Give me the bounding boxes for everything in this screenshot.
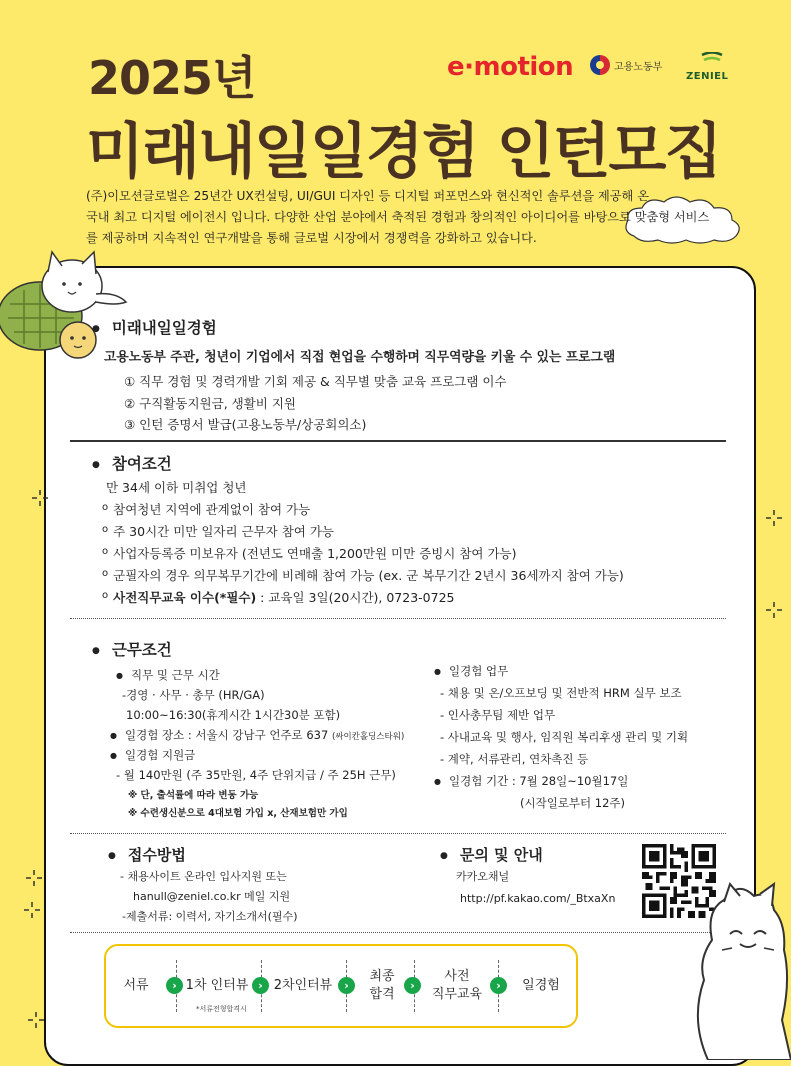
intro-line: (주)이모션글로벌은 25년간 UX컨설팅, UI/GUI 디자인 등 디지털 퍼포먼스와 현신적인 솔루션을 제공해 온: [86, 189, 649, 203]
work-place-note: (싸이칸홀딩스타워): [331, 732, 405, 742]
eligibility-item: o 주 30시간 미만 일자리 근무자 참여 가능: [102, 522, 334, 540]
sparkle-icon: [764, 508, 784, 528]
training-label: 사전직무교육 이수(*필수): [113, 590, 257, 605]
apply-email[interactable]: hanull@zeniel.co.kr 메일 지원: [133, 890, 291, 903]
program-item: ③ 인턴 증명서 발급(고용노동부/상공회의소): [124, 417, 367, 432]
cat-illustration: [690, 880, 791, 1060]
zeniel-mark-icon: [700, 52, 724, 66]
sparkle-icon: [24, 868, 44, 888]
sparkle-icon: [30, 488, 50, 508]
work-hours: 10:00~16:30(휴게시간 1시간30분 포함): [126, 708, 341, 722]
process-step-document: 서류: [123, 978, 149, 993]
program-heading: ● 미래내일일경험: [92, 316, 217, 338]
eligibility-item: o 참여청년 지역에 관계없이 참여 가능: [102, 500, 310, 518]
ministry-logo-text: 고용노동부: [614, 61, 663, 73]
pay-note: ※ 단, 출석률에 따라 변동 가능: [128, 790, 259, 801]
contact-url[interactable]: http://pf.kakao.com/_BtxaXn: [460, 892, 616, 905]
eligibility-intro: 만 34세 이하 미취업 청년: [106, 480, 247, 495]
intro-line: 를 제공하며 지속적인 연구개발을 통해 글로벌 시장에서 경쟁력을 강화하고 있습니다.: [86, 231, 537, 245]
ministry-emblem-icon: [590, 55, 610, 75]
section-divider-dotted: [70, 833, 726, 834]
work-task: - 인사총무팀 제반 업무: [440, 708, 556, 722]
training-detail: : 교육일 3일(20시간), 0723-0725: [256, 590, 455, 605]
work-tasks-title: ● 일경험 업무: [434, 663, 508, 679]
work-task: - 계약, 서류관리, 연차촉진 등: [440, 752, 589, 766]
apply-documents: -제출서류: 이력서, 자기소개서(필수): [122, 910, 298, 923]
eligibility-heading: ● 참여조건: [92, 452, 172, 474]
process-step-interview2: 2차인터뷰: [273, 978, 333, 993]
apply-heading: ● 접수방법: [108, 844, 186, 865]
pay-detail: - 월 140만원 (주 35만원, 4주 단위지급 / 주 25H 근무): [116, 768, 396, 782]
eligibility-item-training: [102, 588, 454, 606]
job-title: ● 직무 및 근무 시간: [116, 667, 220, 683]
interview1-note: *서류전형합격시: [196, 1005, 247, 1013]
program-summary: 고용노동부 주관, 청년이 기업에서 직접 현업을 수행하며 직무역량을 키울 수 있는 프로그램: [104, 350, 616, 365]
intro-line: 국내 최고 디지털 에이전시 입니다. 다양한 산업 분야에서 축적된 경험과 창의적인 아이디어를 바탕으로 맞춤형 서비스: [86, 210, 710, 224]
chevron-right-icon: ›: [490, 977, 507, 994]
job-detail: -경영 · 사무 · 총무 (HR/GA): [122, 688, 265, 702]
program-item: ② 구직활동지원금, 생활비 지원: [124, 396, 297, 411]
eligibility-item: o 군필자의 경우 의무복무기간에 비례해 참여 가능 (ex. 군 복무기간 2년시 36세까지 참여 가능): [102, 566, 624, 584]
work-place: [110, 727, 404, 743]
process-flow: [104, 944, 578, 1028]
work-task: - 사내교육 및 행사, 임직원 복리후생 관리 및 기획: [440, 730, 689, 744]
ministry-logo: [590, 55, 662, 75]
sparkle-icon: [26, 1010, 46, 1030]
process-step-final: 최종 합격: [369, 969, 395, 1002]
sparkle-icon: [22, 900, 42, 920]
process-step-internship: 일경험: [522, 978, 560, 993]
section-divider-dotted: [70, 618, 726, 619]
apply-line: - 채용사이트 온라인 입사지원 또는: [120, 870, 287, 883]
work-task: - 채용 및 온/오프보딩 및 전반적 HRM 실무 보조: [440, 686, 682, 700]
contact-heading: ● 문의 및 안내: [440, 844, 543, 865]
section-divider: [70, 440, 726, 442]
work-period-note: (시작일로부터 12주): [520, 796, 626, 810]
pay-title: ● 일경험 지원금: [110, 747, 195, 763]
work-period: ● 일경험 기간 : 7월 28일~10월17일: [434, 773, 628, 789]
zeniel-logo: [686, 52, 744, 82]
poster-year: 2025년: [88, 51, 256, 105]
eligibility-item: o 사업자등록증 미보유자 (전년도 연매출 1,200만원 미만 증빙시 참여 가능): [102, 544, 516, 562]
sparkle-icon: [764, 600, 784, 620]
company-intro: [86, 186, 746, 249]
process-step-training: 사전 직무교육: [431, 969, 483, 1002]
conditions-heading: ● 근무조건: [92, 638, 172, 660]
poster-title: 미래내일일경험 인턴모집: [86, 117, 721, 187]
work-place-label: 일경험 장소 : 서울시 강남구 언주로 637: [124, 728, 329, 742]
process-step-interview1: 1차 인터뷰: [185, 978, 249, 993]
chevron-right-icon: ›: [166, 977, 183, 994]
section-divider-dotted: [70, 932, 726, 933]
emotion-logo: e·motion: [447, 52, 574, 82]
chevron-right-icon: ›: [404, 977, 421, 994]
insurance-note: ※ 수련생신분으로 4대보험 가입 x, 산재보험만 가입: [128, 808, 348, 819]
program-item: ① 직무 경험 및 경력개발 기회 제공 & 직무별 맞춤 교육 프로그램 이수: [124, 374, 507, 389]
chevron-right-icon: ›: [338, 977, 355, 994]
zeniel-logo-text: ZENIEL: [686, 71, 729, 82]
chevron-right-icon: ›: [252, 977, 269, 994]
contact-channel: 카카오채널: [456, 870, 510, 883]
